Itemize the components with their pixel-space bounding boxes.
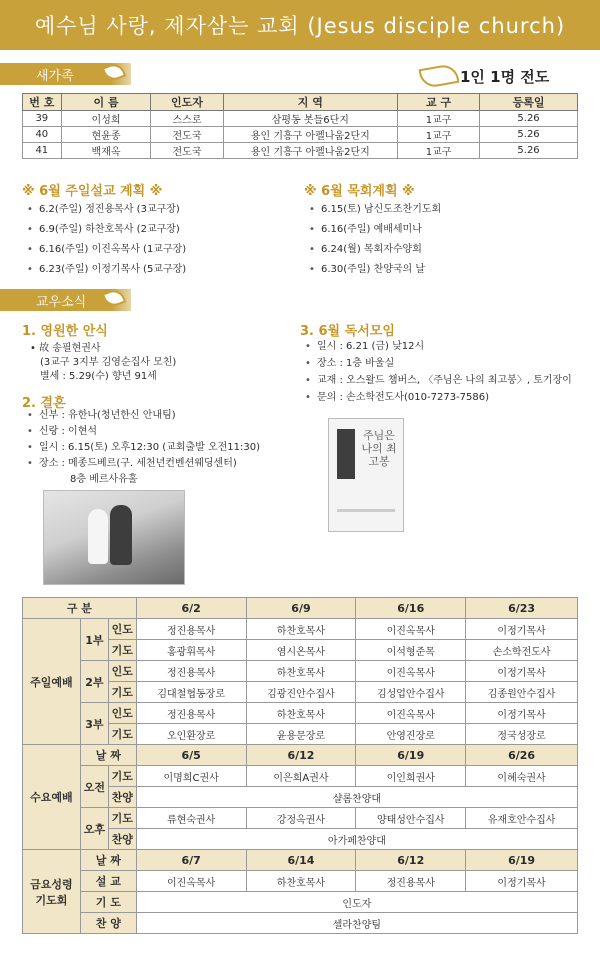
table-cell: 김광진안수집사 [246,682,356,703]
morning-label: 오전 [80,766,108,808]
date-cell: 6/14 [246,850,356,871]
evangelism-slogan: 1인 1명 전도 [460,68,550,86]
pastoral-plan-list [307,200,441,280]
table-cell: 홍광휘목사 [136,640,246,661]
wednesday-worship-label: 수요예배 [23,745,81,850]
role-label: 설 교 [80,871,136,892]
table-cell: 현윤종 [61,127,151,143]
table-cell: 5.26 [480,127,578,143]
table-cell: 하찬호목사 [246,703,356,724]
table-cell: 양태성안수집사 [356,808,466,829]
table-cell: 정진용목사 [136,703,246,724]
role-label: 기도 [108,724,136,745]
role-label: 찬 양 [80,913,136,934]
table-cell: 이석형준목 [356,640,466,661]
table-cell: 41 [23,143,62,159]
table-cell: 삼평동 봇들6단지 [223,111,398,127]
list-item: • 6.24(월) 목회자수양회 [307,240,441,260]
table-row [23,913,578,934]
table-cell: 인도자 [136,892,577,913]
date-cell: 6/12 [246,745,356,766]
sunday-worship-label: 주일예배 [23,619,81,745]
table-cell: 5.26 [480,143,578,159]
table-cell: 이성희 [61,111,151,127]
list-item: • 일시 : 6.15(토) 오후12:30 (교회출발 오전11:30) [25,440,260,456]
table-cell: 이진옥목사 [356,619,466,640]
page-header-title: 예수님 사랑, 제자삼는 교회 (Jesus disciple church) [0,0,600,50]
list-item: • 장소 : 1층 바울실 [303,355,572,372]
new-family-ribbon: 새가족 [0,63,131,85]
table-cell: 손소학전도사 [466,640,578,661]
list-item: • 6.2(주일) 정진용목사 (3교구장) [25,200,186,220]
column-header: 6/16 [356,598,466,619]
list-item: • 교재 : 오스왈드 챔버스, 〈주님은 나의 최고봉〉, 토기장이 [303,372,572,389]
table-cell: 전도국 [151,143,223,159]
table-row [23,619,578,640]
table-cell: 1교구 [398,127,480,143]
role-label: 기도 [108,682,136,703]
table-cell: 이정기목사 [466,619,578,640]
list-item: • 6.16(주일) 이진옥목사 (1교구장) [25,240,186,260]
news-ribbon: 교우소식 [0,289,131,311]
sermon-plan-title: ※ 6월 주일설교 계획 ※ [22,184,163,199]
worship-schedule-table [22,597,578,934]
table-cell: 이혜숙권사 [466,766,578,787]
friday-prayer-label: 금요성령 기도회 [23,850,81,934]
table-cell: 정국성장로 [466,724,578,745]
list-item: • 6.23(주일) 이정기목사 (5교구장) [25,260,186,280]
table-cell: 안영진장로 [356,724,466,745]
table-cell: 1교구 [398,111,480,127]
table-cell: 하찬호목사 [246,661,356,682]
table-cell: 아가페찬양대 [136,829,577,850]
new-family-table [22,93,578,159]
table-cell: 이정기목사 [466,661,578,682]
list-item: • 신랑 : 이현석 [25,424,260,440]
table-cell: 류현숙권사 [136,808,246,829]
date-cell: 6/5 [136,745,246,766]
table-row [23,766,578,787]
table-cell: 용인 기흥구 아펠나움2단지 [223,143,398,159]
date-label: 날 짜 [80,850,136,871]
list-item: • 6.16(주일) 예배세미나 [307,220,441,240]
column-header: 인도자 [151,94,223,111]
table-row [23,111,578,127]
table-row [23,703,578,724]
book-club-list [303,338,572,406]
date-cell: 6/19 [356,745,466,766]
rest-name: • 故 송필현권사 [30,343,101,354]
role-label: 찬양 [108,829,136,850]
table-cell: 이진옥목사 [356,661,466,682]
table-cell: 오인환장로 [136,724,246,745]
rest-date: 별세 : 5.29(수) 향년 91세 [40,371,157,382]
table-cell: 이진옥목사 [136,871,246,892]
table-cell: 40 [23,127,62,143]
column-header: 6/23 [466,598,578,619]
table-cell: 윤용문장로 [246,724,356,745]
list-item: • 장소 : 메종드베르(구. 세천년컨벤션웨딩센터) [25,456,260,472]
table-cell: 하찬호목사 [246,619,356,640]
service-part-label: 2부 [80,661,108,703]
table-cell: 정진용목사 [356,871,466,892]
wedding-photo [43,490,185,585]
wedding-hall: 8층 베르사유홀 [70,474,138,485]
list-item: • 6.30(주일) 찬양국의 날 [307,260,441,280]
sermon-plan-list [25,200,186,280]
wedding-list [25,408,260,472]
table-cell: 1교구 [398,143,480,159]
pastoral-plan-title: ※ 6월 목회계획 ※ [304,184,415,199]
rest-title: 1. 영원한 안식 [22,324,108,339]
table-row [23,745,578,766]
column-header: 이 름 [61,94,151,111]
date-cell: 6/26 [466,745,578,766]
table-cell: 이명희C권사 [136,766,246,787]
table-cell: 하찬호목사 [246,871,356,892]
table-cell: 이은희A권사 [246,766,356,787]
date-cell: 6/19 [466,850,578,871]
role-label: 기도 [108,640,136,661]
table-cell: 강정옥권사 [246,808,356,829]
table-row [23,808,578,829]
afternoon-label: 오후 [80,808,108,850]
book-cover-title: 주님은 나의 최고봉 [361,429,397,468]
role-label: 인도 [108,703,136,724]
list-item: • 6.15(토) 남신도조찬기도회 [307,200,441,220]
role-label: 인도 [108,661,136,682]
table-cell: 5.26 [480,111,578,127]
rest-relation: (3교구 3지부 김영순집사 모친) [40,357,177,368]
table-row [23,850,578,871]
table-cell: 스스로 [151,111,223,127]
role-label: 찬양 [108,787,136,808]
table-cell: 이진옥목사 [356,703,466,724]
column-header: 등록일 [480,94,578,111]
column-header: 6/2 [136,598,246,619]
table-cell: 셀라찬양팀 [136,913,577,934]
service-part-label: 3부 [80,703,108,745]
table-cell: 김종원안수집사 [466,682,578,703]
column-header: 6/9 [246,598,356,619]
table-cell: 김성업안수집사 [356,682,466,703]
date-label: 날 짜 [80,745,136,766]
list-item: • 6.9(주일) 하찬호목사 (2교구장) [25,220,186,240]
table-cell: 김대철협동장로 [136,682,246,703]
column-header: 구 분 [23,598,137,619]
table-cell: 이정기목사 [466,703,578,724]
list-item: • 일시 : 6.21 (금) 낮12시 [303,338,572,355]
table-row [23,127,578,143]
role-label: 인도 [108,619,136,640]
table-row [23,892,578,913]
table-row [23,871,578,892]
table-cell: 정진용목사 [136,661,246,682]
table-cell: 샬롬찬양대 [136,787,577,808]
date-cell: 6/7 [136,850,246,871]
table-row [23,143,578,159]
book-club-title: 3. 6월 독서모임 [300,324,395,339]
table-header-row [23,598,578,619]
date-cell: 6/12 [356,850,466,871]
book-cover [328,418,404,532]
table-cell: 백재옥 [61,143,151,159]
table-header-row [23,94,578,111]
leaf-icon [419,63,460,89]
column-header: 번 호 [23,94,62,111]
table-cell: 39 [23,111,62,127]
table-cell: 전도국 [151,127,223,143]
table-cell: 염시온목사 [246,640,356,661]
column-header: 지 역 [223,94,398,111]
table-cell: 용인 기흥구 아펠나움2단지 [223,127,398,143]
table-cell: 유재호안수집사 [466,808,578,829]
table-cell: 정진용목사 [136,619,246,640]
list-item: • 신부 : 유한나(청년한신 안내팀) [25,408,260,424]
table-cell: 이인희권사 [356,766,466,787]
list-item: • 문의 : 손소학전도사(010-7273-7586) [303,389,572,406]
role-label: 기도 [108,808,136,829]
table-cell: 이정기목사 [466,871,578,892]
table-row [23,661,578,682]
wedding-title: 2. 결혼 [22,396,66,411]
role-label: 기 도 [80,892,136,913]
column-header: 교 구 [398,94,480,111]
role-label: 기도 [108,766,136,787]
service-part-label: 1부 [80,619,108,661]
